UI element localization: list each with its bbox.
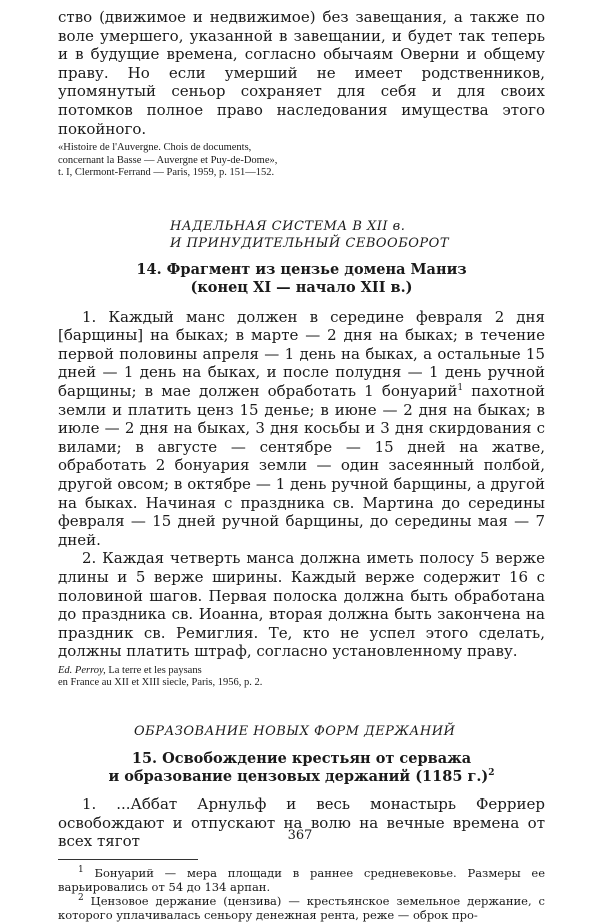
source-citation-1 (58, 142, 545, 180)
footnote-divider (58, 859, 198, 860)
source-citation-2-line2: en France au XII et XIII siecle, Paris, 1956, p. 2. (58, 677, 263, 689)
document-14-paragraph-1-part-b: пахотной земли и платить ценз 15 денье; в июне — 2 дня на быках; в июле — 2 дня на быках, 3 дня косьбы и 3 дня скирдования с вилами; в августе — сентябре — 15 дней на жатве, обработать 2 бонуария земли — один засеянный полбой, другой овсом; в октябре — 1 день ручной барщины, а другой на быках. Начиная с праздника св. Мартина до середины февраля — 15 дней ручной барщины, до середины мая — 7 дней. (58, 382, 545, 549)
source-citation-2-line1 (58, 665, 545, 678)
section-heading-allotment (58, 218, 545, 252)
footnote-2-text: Цензовое держание (цензива) — крестьянское земельное держание, с которого уплачивалась сеньору денежная рента, реже — оброк про- (58, 893, 545, 922)
footnote-2-mark: 2 (78, 892, 84, 903)
footnote-1-mark: 1 (78, 864, 84, 875)
document-14-paragraph-1 (58, 308, 545, 550)
source-citation-2-author: Ed. Perroy, (58, 664, 106, 676)
document-15-title-line2 (58, 768, 545, 786)
page-number: 367 (287, 828, 313, 843)
footnote-2 (58, 894, 545, 922)
document-15-title (58, 750, 545, 786)
document-14-title-line2: (конец XI — начало XII в.) (190, 278, 413, 296)
section-heading-line2: И ПРИНУДИТЕЛЬНЫЙ СЕВООБОРОТ (170, 235, 449, 251)
footnote-ref-2: 2 (488, 768, 495, 779)
footnote-1 (58, 866, 545, 894)
footnote-1-text: Бонуарий — мера площади в раннее средневековье. Размеры ее варьировались от 54 до 134 арпан. (58, 865, 545, 894)
source-citation-2-title: La terre et les paysans (105, 664, 202, 676)
section-heading-new-forms: ОБРАЗОВАНИЕ НОВЫХ ФОРМ ДЕРЖАНИЙ (134, 723, 456, 739)
document-14-paragraph-1-part-a: 1. Каждый манс должен в середине февраля 2 дня [барщины] на быках; в марте — 2 дня на быках; в течение первой половины апреля — 1 день на быках, а остальные 15 дней — 1 день на быках, и после полудня — 1 день ручной барщины; в мае должен обработать 1 бонуарий (58, 307, 545, 401)
footnote-ref-1: 1 (457, 383, 464, 394)
source-citation-1-line1: «Histoire de l'Auvergne. Chois de documents, (58, 142, 252, 154)
document-15-title-line1: 15. Освобождение крестьян от серважа (131, 749, 472, 767)
document-15-title-line2-text: и образование цензовых держаний (1185 г.) (108, 767, 489, 785)
source-citation-1-line3: t. I, Clermont-Ferrand — Paris, 1959, p. 151—152. (58, 167, 275, 179)
document-14-title (58, 261, 545, 297)
source-citation-2 (58, 665, 545, 690)
document-15-paragraph-1: 1. ...Аббат Арнульф и весь монастырь Ферриер освобождают и отпускают на волю на вечные времена от всех тягот (58, 794, 545, 851)
source-citation-1-line2: concernant la Basse — Auvergne et Puy-de-Dome», (58, 154, 278, 166)
section-heading-line1: НАДЕЛЬНАЯ СИСТЕМА В XII в. (170, 218, 406, 234)
document-14-paragraph-2: 2. Каждая четверть манса должна иметь полосу 5 верже длины и 5 верже ширины. Каждый верже содержит 16 с половиной шагов. Первая полоска должна быть обработана до праздника св. Иоанна, вторая должна быть закончена на праздник св. Ремиглия. Те, кто не успел этого сделать, должны платить штраф, согласно установленному праву. (58, 549, 545, 661)
document-14-title-line1: 14. Фрагмент из цензье домена Маниз (136, 260, 467, 278)
continuation-paragraph: ство (движимое и недвижимое) без завещания, а также по воле умершего, указанной в завещании, и будет так теперь и в будущие времена, согласно обычаям Оверни и общему праву. Но если умерший не имеет родственников, упомянутый сеньор сохраняет для себя и для своих потомков полное право наследования имущества этого покойного. (58, 8, 545, 138)
